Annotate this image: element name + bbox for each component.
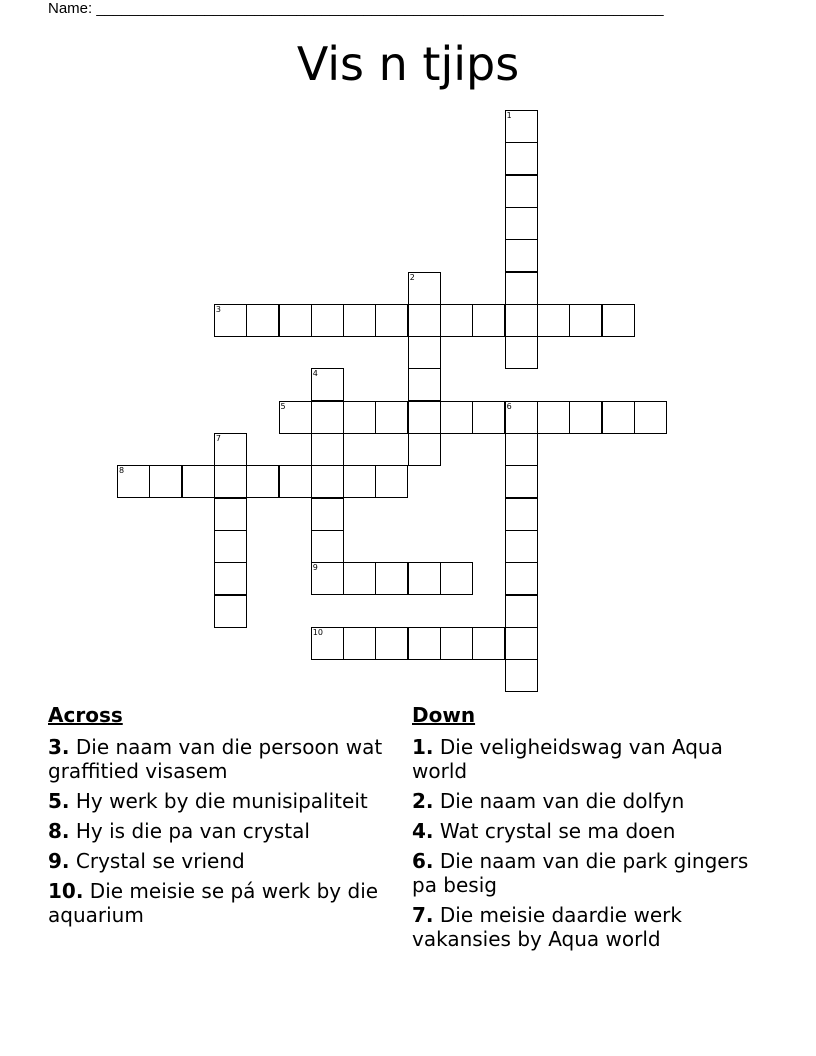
grid-cell[interactable] (311, 627, 344, 660)
clue-number-label: 8 (119, 466, 125, 476)
grid-cell[interactable] (505, 627, 538, 660)
grid-cell[interactable] (505, 562, 538, 595)
grid-cell[interactable] (311, 530, 344, 563)
grid-cell[interactable] (569, 304, 602, 337)
grid-cell[interactable] (343, 401, 376, 434)
grid-cell[interactable] (311, 368, 344, 401)
grid-cell[interactable] (602, 304, 635, 337)
grid-cell[interactable] (214, 304, 247, 337)
clue-number: 6. (412, 849, 434, 873)
down-heading: Down (412, 703, 476, 727)
grid-cell[interactable] (440, 627, 473, 660)
grid-cell[interactable] (279, 304, 312, 337)
across-clue-8 (48, 819, 398, 843)
grid-cell[interactable] (505, 595, 538, 628)
clue-text: Die naam van die dolfyn (439, 789, 685, 813)
grid-cell[interactable] (408, 562, 441, 595)
clue-number-label: 2 (409, 272, 415, 282)
grid-cell[interactable] (505, 530, 538, 563)
grid-cell[interactable] (117, 465, 150, 498)
grid-cell[interactable] (408, 627, 441, 660)
down-clues (412, 703, 762, 957)
clue-number: 5. (48, 789, 70, 813)
grid-cell[interactable] (602, 401, 635, 434)
grid-cell[interactable] (505, 272, 538, 305)
grid-cell[interactable] (311, 401, 344, 434)
down-clue-1 (412, 735, 762, 783)
clue-number-label: 5 (280, 401, 286, 411)
grid-cell[interactable] (246, 465, 279, 498)
grid-cell[interactable] (472, 304, 505, 337)
grid-cell[interactable] (408, 304, 441, 337)
grid-cell[interactable] (375, 304, 408, 337)
grid-cell[interactable] (505, 659, 538, 692)
grid-cell[interactable] (311, 498, 344, 531)
down-clue-7 (412, 903, 762, 951)
clue-number-label: 4 (312, 369, 318, 379)
clue-number: 2. (412, 789, 434, 813)
grid-cell[interactable] (505, 465, 538, 498)
grid-cell[interactable] (505, 175, 538, 208)
clue-number-label: 1 (506, 111, 512, 120)
across-clue-3 (48, 735, 398, 783)
clue-text: Hy werk by die munisipaliteit (75, 789, 368, 813)
grid-cell[interactable] (634, 401, 667, 434)
grid-cell[interactable] (246, 304, 279, 337)
clue-number-label: 3 (215, 304, 221, 314)
grid-cell[interactable] (214, 465, 247, 498)
clue-number: 7. (412, 903, 434, 927)
across-heading: Across (48, 703, 123, 727)
clue-text: Hy is die pa van crystal (75, 819, 310, 843)
grid-cell[interactable] (569, 401, 602, 434)
down-clue-2 (412, 789, 762, 813)
grid-cell[interactable] (505, 239, 538, 272)
grid-cell[interactable] (311, 433, 344, 466)
grid-cell[interactable] (408, 433, 441, 466)
clue-number-label: 6 (506, 401, 512, 411)
clue-number-label: 7 (215, 434, 221, 443)
across-clue-5 (48, 789, 398, 813)
grid-cell[interactable] (505, 304, 538, 337)
grid-cell[interactable] (279, 401, 312, 434)
grid-cell[interactable] (343, 465, 376, 498)
grid-cell[interactable] (472, 627, 505, 660)
grid-cell[interactable] (375, 562, 408, 595)
grid-cell[interactable] (505, 110, 538, 143)
clue-text: Crystal se vriend (75, 849, 245, 873)
puzzle-title: Vis n tjips (296, 37, 520, 91)
grid-cell[interactable] (505, 207, 538, 240)
grid-cell[interactable] (343, 304, 376, 337)
across-clues (48, 703, 398, 933)
clue-text: Wat crystal se ma doen (439, 819, 676, 843)
clue-number: 1. (412, 735, 434, 759)
clue-number: 4. (412, 819, 434, 843)
clue-text: Die meisie se pá werk by die aquarium (48, 879, 379, 927)
clue-text: Die naam van die persoon wat graffitied visasem (48, 735, 383, 783)
grid-cell[interactable] (375, 465, 408, 498)
grid-cell[interactable] (408, 368, 441, 401)
clue-text: Die naam van die park gingers pa besig (412, 849, 749, 897)
clue-number-label: 9 (312, 563, 318, 573)
grid-cell[interactable] (505, 498, 538, 531)
clue-text: Die veligheidswag van Aqua world (412, 735, 723, 783)
grid-cell[interactable] (311, 562, 344, 595)
clue-text: Die meisie daardie werk vakansies by Aqua world (412, 903, 682, 951)
grid-cell[interactable] (440, 401, 473, 434)
clue-number: 10. (48, 879, 84, 903)
grid-cell[interactable] (408, 401, 441, 434)
down-clue-6 (412, 849, 762, 897)
grid-cell[interactable] (214, 530, 247, 563)
down-clue-4 (412, 819, 762, 843)
grid-cell[interactable] (214, 433, 247, 466)
grid-cell[interactable] (214, 562, 247, 595)
grid-cell[interactable] (214, 595, 247, 628)
across-clue-10 (48, 879, 398, 927)
grid-cell[interactable] (408, 272, 441, 305)
grid-cell[interactable] (182, 465, 215, 498)
clue-number-label: 10 (312, 627, 323, 637)
grid-cell[interactable] (279, 465, 312, 498)
clue-number: 8. (48, 819, 70, 843)
grid-cell[interactable] (505, 401, 538, 434)
grid-cell[interactable] (537, 304, 570, 337)
name-field-label: Name: ____________________________________________________________________ (48, 0, 664, 17)
grid-cell[interactable] (537, 401, 570, 434)
grid-cell[interactable] (375, 401, 408, 434)
grid-cell[interactable] (343, 562, 376, 595)
clue-number: 3. (48, 735, 70, 759)
grid-cell[interactable] (440, 304, 473, 337)
grid-cell[interactable] (472, 401, 505, 434)
across-clue-9 (48, 849, 398, 873)
grid-cell[interactable] (214, 498, 247, 531)
grid-cell[interactable] (311, 304, 344, 337)
grid-cell[interactable] (440, 562, 473, 595)
grid-cell[interactable] (505, 433, 538, 466)
grid-cell[interactable] (375, 627, 408, 660)
grid-cell[interactable] (311, 465, 344, 498)
clue-number: 9. (48, 849, 70, 873)
grid-cell[interactable] (149, 465, 182, 498)
grid-cell[interactable] (408, 336, 441, 369)
grid-cell[interactable] (505, 142, 538, 175)
grid-cell[interactable] (343, 627, 376, 660)
grid-cell[interactable] (505, 336, 538, 369)
